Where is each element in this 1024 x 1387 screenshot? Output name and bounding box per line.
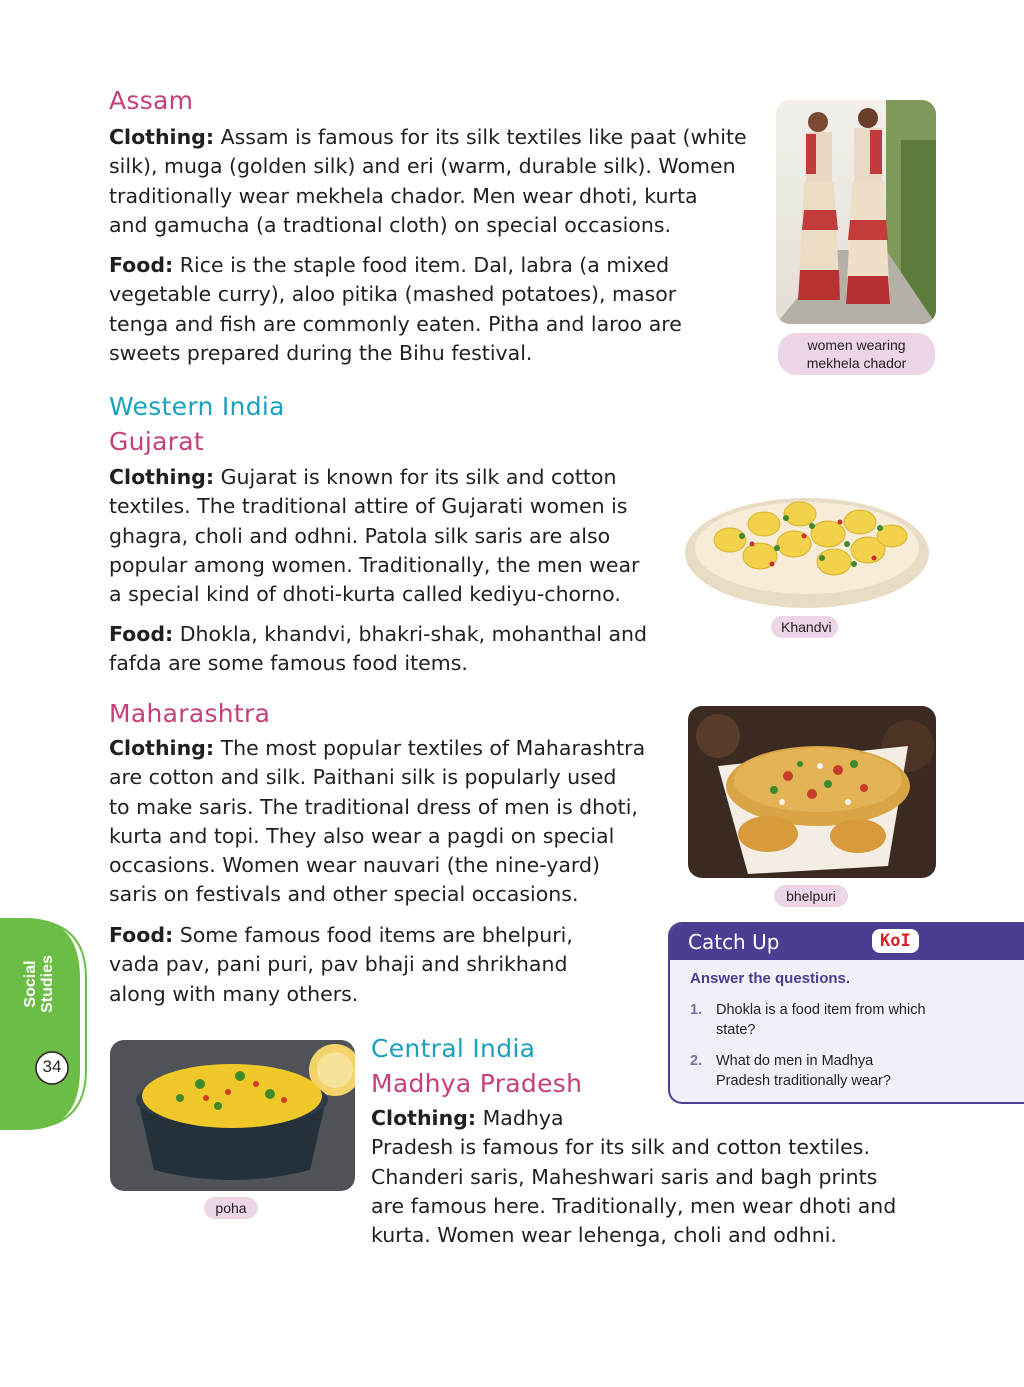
maharashtra-heading: Maharashtra	[109, 699, 271, 728]
gujarat-food-paragraph	[109, 620, 679, 679]
subject-line: Studies	[39, 955, 56, 1013]
caption-line: women wearing	[807, 337, 906, 353]
text-line: traditionally wear mekhela chador. Men wear dhoti, kurta	[109, 183, 698, 208]
text-line: Rice is the staple food item. Dal, labra (a mixed	[179, 253, 670, 277]
assam-heading: Assam	[109, 86, 194, 115]
text-line: along with many others.	[109, 981, 359, 1006]
food-label: Food:	[109, 253, 174, 277]
khandvi-caption: Khandvi	[771, 616, 838, 638]
page-number: 34	[42, 1057, 62, 1076]
text-line: saris on festivals and other special occasions.	[109, 882, 579, 907]
text-line: Madhya	[482, 1106, 564, 1130]
text-line: popular among women. Traditionally, the men wear	[109, 552, 640, 577]
question-number: 1.	[690, 1002, 703, 1018]
text-line: to make saris. The traditional dress of men is dhoti,	[109, 794, 638, 819]
western-india-heading: Western India	[109, 392, 285, 421]
text-line: Chanderi saris, Maheshwari saris and bagh prints	[371, 1164, 878, 1189]
question-text: What do men in Madhya Pradesh traditionally wear?	[716, 1053, 891, 1089]
question-item	[690, 1051, 926, 1091]
subject-label	[22, 938, 56, 1030]
food-label: Food:	[109, 923, 174, 947]
text-line: occasions. Women wear nauvari (the nine-yard)	[109, 853, 600, 878]
text-line: silk), muga (golden silk) and eri (warm, durable silk). Women	[109, 154, 736, 179]
khandvi-photo	[682, 478, 932, 613]
bhelpuri-caption: bhelpuri	[774, 885, 848, 907]
maharashtra-clothing-paragraph	[109, 734, 669, 910]
clothing-label: Clothing:	[109, 465, 215, 489]
clothing-label: Clothing:	[371, 1106, 477, 1130]
text-line: vegetable curry), aloo pitika (mashed potatoes), masor	[109, 282, 677, 307]
assam-food-paragraph	[109, 251, 769, 368]
text-line: sweets prepared during the Bihu festival.	[109, 340, 533, 365]
question-item	[690, 1000, 926, 1040]
gujarat-clothing-paragraph	[109, 463, 679, 609]
clothing-label: Clothing:	[109, 125, 215, 149]
text-line: Dhokla, khandvi, bhakri-shak, mohanthal and	[179, 622, 648, 646]
gujarat-heading: Gujarat	[109, 427, 204, 456]
assam-clothing-paragraph	[109, 123, 769, 240]
assam-photo-caption	[778, 333, 935, 375]
catch-up-box	[668, 922, 1024, 1104]
subject-side-tab	[0, 918, 90, 1130]
text-line: kurta and topi. They also wear a pagdi on special	[109, 823, 615, 848]
text-line: ghagra, choli and odhni. Patola silk saris are also	[109, 523, 611, 548]
text-line: The most popular textiles of Maharashtra	[220, 736, 646, 760]
food-label: Food:	[109, 622, 174, 646]
text-line: tenga and fish are commonly eaten. Pitha and laroo are	[109, 311, 682, 336]
text-line: fafda are some famous food items.	[109, 651, 468, 676]
bhelpuri-photo	[688, 706, 936, 878]
text-line: are cotton and silk. Paithani silk is popularly used	[109, 765, 617, 790]
poha-photo	[110, 1040, 355, 1191]
text-line: a special kind of dhoti-kurta called kediyu-chorno.	[109, 582, 621, 607]
koi-badge: KoI	[872, 929, 919, 953]
text-line: kurta. Women wear lehenga, choli and odhni.	[371, 1223, 837, 1248]
text-line: Assam is famous for its silk textiles like paat (white	[220, 125, 747, 149]
question-text: Dhokla is a food item from which state?	[716, 1002, 926, 1038]
madhya-pradesh-heading: Madhya Pradesh	[371, 1069, 583, 1098]
text-line: Some famous food items are bhelpuri,	[179, 923, 573, 947]
poha-caption: poha	[204, 1197, 258, 1219]
catch-up-header	[670, 924, 1024, 960]
text-line: are famous here. Traditionally, men wear dhoti and	[371, 1193, 897, 1218]
catch-up-title: Catch Up	[688, 930, 780, 954]
maharashtra-food-paragraph	[109, 921, 669, 1009]
text-line: Gujarat is known for its silk and cotton	[220, 465, 617, 489]
subject-line: Social	[22, 960, 39, 1008]
text-line: Pradesh is famous for its silk and cotton textiles.	[371, 1135, 870, 1160]
catch-up-subtitle: Answer the questions.	[690, 970, 851, 987]
question-number: 2.	[690, 1053, 703, 1069]
text-line: textiles. The traditional attire of Gujarati women is	[109, 494, 628, 519]
clothing-label: Clothing:	[109, 736, 215, 760]
central-india-heading: Central India	[371, 1034, 536, 1063]
text-line: and gamucha (a tradtional cloth) on special occasions.	[109, 212, 672, 237]
text-line: vada pav, pani puri, pav bhaji and shrikhand	[109, 952, 568, 977]
caption-line: mekhela chador	[806, 355, 907, 371]
madhya-pradesh-clothing-paragraph	[371, 1104, 971, 1250]
women-mekhela-chador-photo	[776, 100, 936, 324]
